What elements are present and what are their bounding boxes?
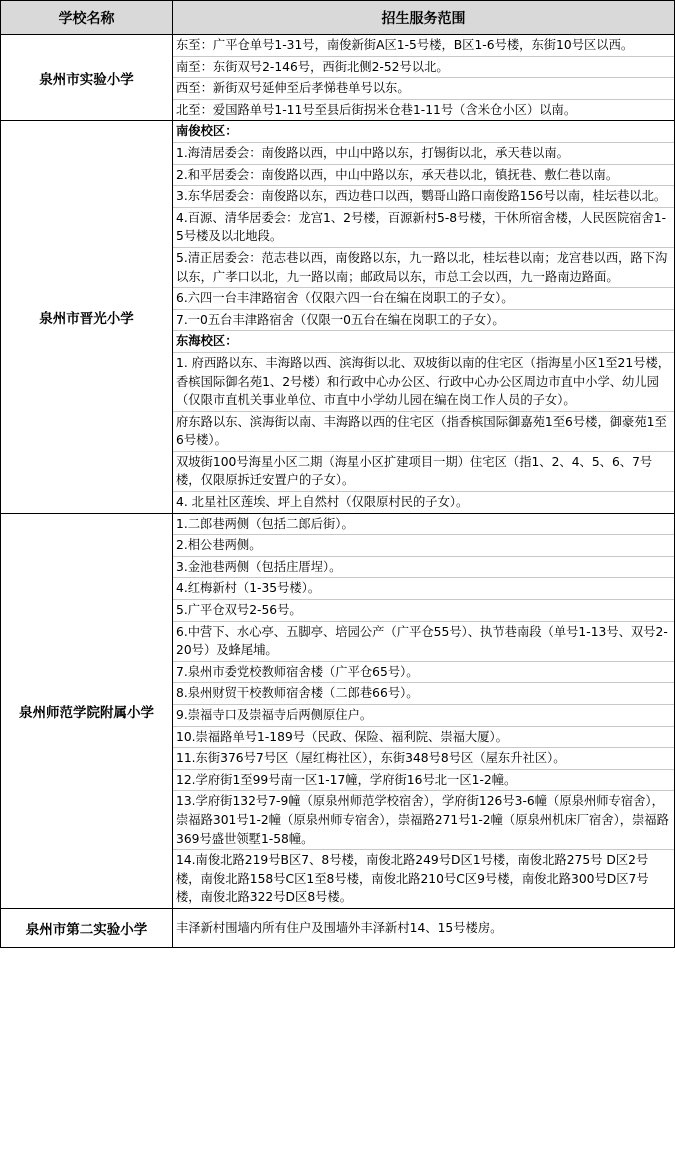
range-line: 14.南俊北路219号B区7、8号楼，南俊北路249号D区1号楼，南俊北路275号 D区2号楼，南俊北路158号C区1至8号楼，南俊北路210号C区9号楼，南俊北路300号D区7号楼，南俊北路322号D区8号楼。 xyxy=(176,853,649,905)
school-row xyxy=(1,908,675,947)
header-row xyxy=(1,1,675,35)
range-line: 丰泽新村围墙内所有住户及围墙外丰泽新村14、15号楼房。 xyxy=(176,920,503,935)
range-line: 府东路以东、滨海街以南、丰海路以西的住宅区（指香槟国际御嘉苑1至6号楼，御豪苑1至6号楼）。 xyxy=(173,412,674,452)
range-line: 13.学府街132号7-9幢（原泉州师范学校宿舍），学府街126号3-6幢（原泉州师专宿舍），崇福路301号1-2幢（原泉州师专宿舍），崇福路271号1-2幢（原泉州机床厂宿舍），崇福路369号盛世领墅1-58幢。 xyxy=(173,791,674,850)
range-line: 6.中营下、水心亭、五脚亭、培园公产（广平仓55号）、执节巷南段（单号1-13号、双号2-20号）及蜂尾埔。 xyxy=(173,622,674,662)
school-name: 泉州师范学院附属小学 xyxy=(1,513,173,908)
range-line: 6.六四一台丰津路宿舍（仅限六四一台在编在岗职工的子女）。 xyxy=(173,288,674,310)
range-line: 5.广平仓双号2-56号。 xyxy=(173,600,674,622)
header-school-name: 学校名称 xyxy=(1,1,173,35)
range-line: 3.东华居委会：南俊路以东，西边巷口以西，鹦哥山路口南俊路156号以南，桂坛巷以北。 xyxy=(173,186,674,208)
range-line: 西至：新街双号延伸至后孝悌巷单号以东。 xyxy=(173,78,674,100)
service-range-cell xyxy=(173,908,675,947)
range-line: 8.泉州财贸干校教师宿舍楼（二郎巷66号）。 xyxy=(173,683,674,705)
service-range-cell xyxy=(173,35,675,121)
range-line: 南至：东街双号2-146号，西街北侧2-52号以北。 xyxy=(173,57,674,79)
range-line: 5.清正居委会：范志巷以西，南俊路以东，九一路以北，桂坛巷以南；龙宫巷以西，路下沟以东，广孝口以北，九一路以南；邮政局以东，市总工会以西，九一路南边路面。 xyxy=(173,248,674,288)
school-row xyxy=(1,513,675,908)
range-line: 1.二郎巷两侧（包括二郎后街）。 xyxy=(173,514,674,536)
school-row xyxy=(1,121,675,513)
campus-heading: 东海校区： xyxy=(173,331,674,353)
school-name: 泉州市实验小学 xyxy=(1,35,173,121)
range-line: 双坡街100号海星小区二期（海星小区扩建项目一期）住宅区（指1、2、4、5、6、7号楼，仅限原拆迁安置户的子女）。 xyxy=(173,452,674,492)
range-line: 4.红梅新村（1-35号楼）。 xyxy=(173,578,674,600)
range-line: 2.和平居委会：南俊路以西，中山中路以东，承天巷以北，镇抚巷、敷仁巷以南。 xyxy=(173,165,674,187)
school-name: 泉州市第二实验小学 xyxy=(1,908,173,947)
service-range-cell xyxy=(173,121,675,513)
range-line: 2.相公巷两侧。 xyxy=(173,535,674,557)
range-line: 北至：爱国路单号1-11号至县后街拐米仓巷1-11号（含米仓小区）以南。 xyxy=(176,102,577,117)
header-service-range: 招生服务范围 xyxy=(173,1,675,35)
range-line: 9.崇福寺口及崇福寺后两侧原住户。 xyxy=(173,705,674,727)
range-line: 7.一0五台丰津路宿舍（仅限一0五台在编在岗职工的子女）。 xyxy=(173,310,674,332)
range-line: 东至：广平仓单号1-31号，南俊新街A区1-5号楼，B区1-6号楼，东街10号区以西。 xyxy=(173,35,674,57)
range-line: 4. 北星社区莲埃、坪上自然村（仅限原村民的子女）。 xyxy=(176,495,469,510)
school-row xyxy=(1,35,675,121)
range-line: 3.金池巷两侧（包括庄厝埕）。 xyxy=(173,557,674,579)
campus-heading: 南俊校区： xyxy=(173,121,674,143)
range-line: 1.海清居委会：南俊路以西，中山中路以东，打锡街以北，承天巷以南。 xyxy=(173,143,674,165)
range-line: 4.百源、清华居委会：龙宫1、2号楼，百源新村5-8号楼，干休所宿舍楼，人民医院宿舍1-5号楼及以北地段。 xyxy=(173,208,674,248)
range-line: 11.东街376号7号区（屋红梅社区），东街348号8号区（屋东升社区）。 xyxy=(173,748,674,770)
service-range-cell xyxy=(173,513,675,908)
range-line: 10.崇福路单号1-189号（民政、保险、福利院、崇福大厦）。 xyxy=(173,727,674,749)
school-name: 泉州市晋光小学 xyxy=(1,121,173,513)
range-line: 12.学府街1至99号南一区1-17幢，学府街16号北一区1-2幢。 xyxy=(173,770,674,792)
range-line: 1. 府西路以东、丰海路以西、滨海街以北、双坡街以南的住宅区（指海星小区1至21号楼，香槟国际御名苑1、2号楼）和行政中心办公区、行政中心办公区周边市直中小学、幼儿园（仅限市直机关事业单位、市直中小学幼儿园在编在岗工作人员的子女）。 xyxy=(173,353,674,412)
range-line: 7.泉州市委党校教师宿舍楼（广平仓65号）。 xyxy=(173,662,674,684)
